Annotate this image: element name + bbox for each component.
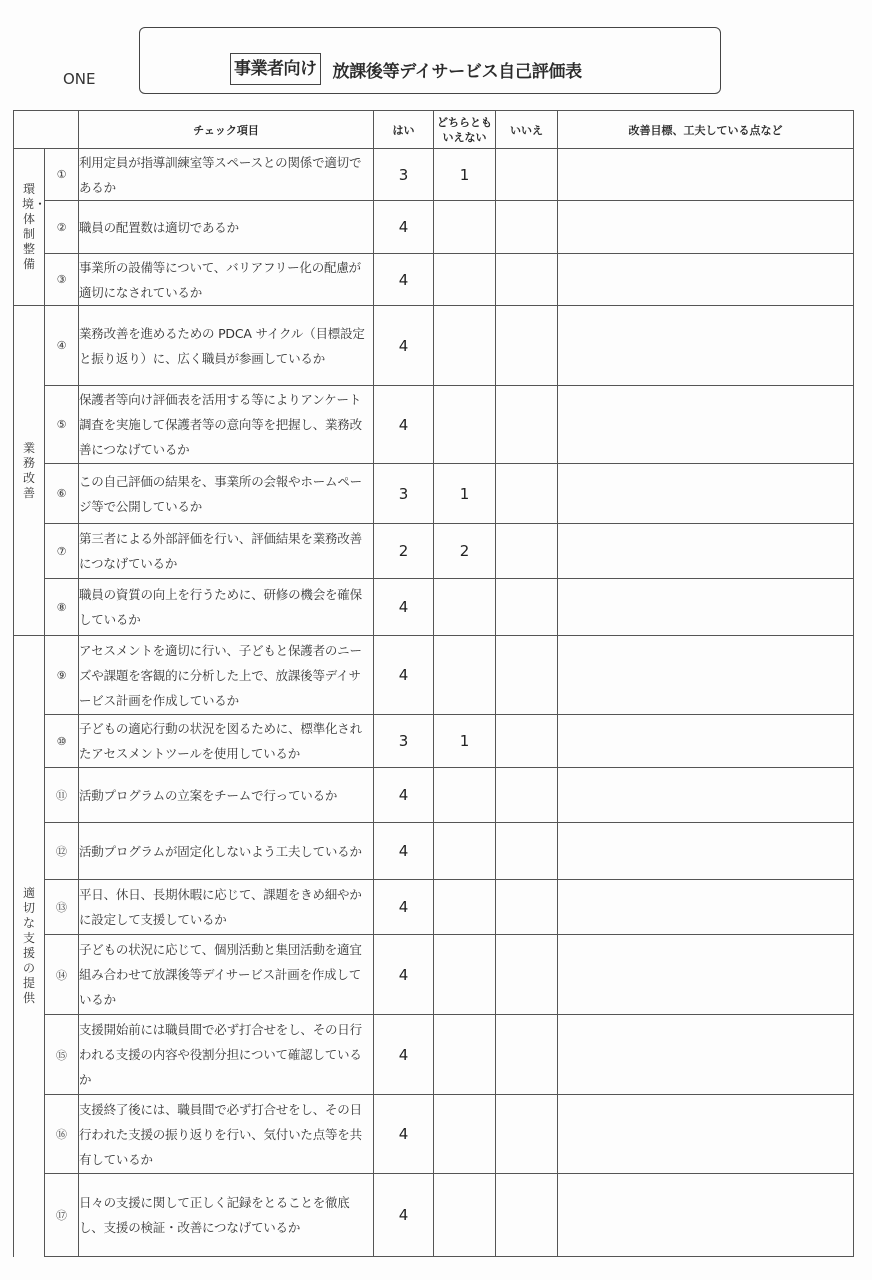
no-count — [496, 823, 558, 880]
table-row — [14, 823, 854, 880]
no-count — [496, 386, 558, 464]
notes-cell — [558, 386, 854, 464]
neither-count: 1 — [434, 715, 496, 768]
item-number: ⑦ — [45, 524, 79, 579]
notes-cell — [558, 1174, 854, 1257]
notes-cell — [558, 636, 854, 715]
neither-count: 1 — [434, 149, 496, 201]
header-yes: はい — [374, 111, 434, 149]
document-title: 放課後等デイサービス自己評価表 — [332, 61, 582, 82]
notes-cell — [558, 823, 854, 880]
audience-tag: 事業者向け — [230, 53, 321, 85]
item-number: ⑥ — [45, 464, 79, 524]
header-no: いいえ — [496, 111, 558, 149]
category-label-cell — [14, 149, 45, 306]
no-count — [496, 579, 558, 636]
notes-cell — [558, 880, 854, 935]
table-row — [14, 201, 854, 254]
item-number: ② — [45, 201, 79, 254]
neither-count: 1 — [434, 464, 496, 524]
table-row — [14, 715, 854, 768]
yes-count: 2 — [374, 524, 434, 579]
notes-cell — [558, 306, 854, 386]
no-count — [496, 524, 558, 579]
check-item-text: 保護者等向け評価表を活用する等によりアンケート調査を実施して保護者等の意向等を把握し、業務改善につなげているか — [79, 386, 374, 464]
table-row — [14, 768, 854, 823]
notes-cell — [558, 149, 854, 201]
check-item-text: 支援終了後には、職員間で必ず打合せをし、その日行われた支援の振り返りを行い、気付いた点等を共有しているか — [79, 1095, 374, 1174]
category-label-cell — [14, 636, 45, 1257]
yes-count: 4 — [374, 935, 434, 1015]
no-count — [496, 636, 558, 715]
no-count — [496, 768, 558, 823]
yes-count: 4 — [374, 201, 434, 254]
table-row — [14, 254, 854, 306]
yes-count: 3 — [374, 464, 434, 524]
check-item-text: 職員の資質の向上を行うために、研修の機会を確保しているか — [79, 579, 374, 636]
notes-cell — [558, 464, 854, 524]
neither-count — [434, 1174, 496, 1257]
no-count — [496, 715, 558, 768]
check-item-text: 事業所の設備等について、バリアフリー化の配慮が適切になされているか — [79, 254, 374, 306]
item-number: ⑤ — [45, 386, 79, 464]
notes-cell — [558, 768, 854, 823]
notes-cell — [558, 201, 854, 254]
notes-cell — [558, 1095, 854, 1174]
item-number: ⑨ — [45, 636, 79, 715]
neither-count: 2 — [434, 524, 496, 579]
no-count — [496, 1015, 558, 1095]
item-number: ⑩ — [45, 715, 79, 768]
yes-count: 4 — [374, 1174, 434, 1257]
yes-count: 4 — [374, 636, 434, 715]
no-count — [496, 464, 558, 524]
title-box — [139, 27, 721, 94]
neither-count — [434, 636, 496, 715]
check-item-text: 第三者による外部評価を行い、評価結果を業務改善につなげているか — [79, 524, 374, 579]
item-number: ④ — [45, 306, 79, 386]
yes-count: 4 — [374, 768, 434, 823]
item-number: ③ — [45, 254, 79, 306]
table-row — [14, 1095, 854, 1174]
header-notes: 改善目標、工夫している点など — [558, 111, 854, 149]
header-neither — [434, 111, 496, 149]
item-number: ⑧ — [45, 579, 79, 636]
table-row — [14, 636, 854, 715]
yes-count: 4 — [374, 823, 434, 880]
neither-count — [434, 579, 496, 636]
yes-count: 4 — [374, 1095, 434, 1174]
category-label-cell — [14, 306, 45, 636]
category-label: 環境・体制整備 — [22, 182, 47, 271]
no-count — [496, 254, 558, 306]
neither-count — [434, 1015, 496, 1095]
item-number: ⑭ — [45, 935, 79, 1015]
check-item-text: この自己評価の結果を、事業所の会報やホームページ等で公開しているか — [79, 464, 374, 524]
yes-count: 4 — [374, 1015, 434, 1095]
check-item-text: 日々の支援に関して正しく記録をとることを徹底し、支援の検証・改善につなげているか — [79, 1174, 374, 1257]
table-row — [14, 935, 854, 1015]
yes-count: 3 — [374, 149, 434, 201]
no-count — [496, 1174, 558, 1257]
header-neither-line1: どちらとも — [437, 115, 492, 129]
item-number: ⑪ — [45, 768, 79, 823]
item-number: ① — [45, 149, 79, 201]
no-count — [496, 935, 558, 1015]
notes-cell — [558, 1015, 854, 1095]
yes-count: 4 — [374, 386, 434, 464]
item-number: ⑫ — [45, 823, 79, 880]
neither-count — [434, 823, 496, 880]
yes-count: 4 — [374, 306, 434, 386]
table-row — [14, 306, 854, 386]
table-row — [14, 524, 854, 579]
table-row — [14, 579, 854, 636]
item-number: ⑯ — [45, 1095, 79, 1174]
table-row — [14, 149, 854, 201]
notes-cell — [558, 715, 854, 768]
check-item-text: 活動プログラムの立案をチームで行っているか — [79, 768, 374, 823]
neither-count — [434, 1095, 496, 1174]
neither-count — [434, 880, 496, 935]
check-item-text: 業務改善を進めるための PDCA サイクル（目標設定と振り返り）に、広く職員が参画しているか — [79, 306, 374, 386]
yes-count: 4 — [374, 579, 434, 636]
check-item-text: 子どもの適応行動の状況を図るために、標準化されたアセスメントツールを使用しているか — [79, 715, 374, 768]
yes-count: 4 — [374, 880, 434, 935]
table-header-row — [14, 111, 854, 149]
yes-count: 3 — [374, 715, 434, 768]
item-number: ⑰ — [45, 1174, 79, 1257]
neither-count — [434, 935, 496, 1015]
item-number: ⑬ — [45, 880, 79, 935]
no-count — [496, 149, 558, 201]
notes-cell — [558, 524, 854, 579]
header-neither-line2: いえない — [442, 130, 487, 144]
notes-cell — [558, 935, 854, 1015]
table-row — [14, 880, 854, 935]
organization-name: ONE — [63, 70, 96, 88]
table-row — [14, 386, 854, 464]
neither-count — [434, 386, 496, 464]
table-row — [14, 1174, 854, 1257]
yes-count: 4 — [374, 254, 434, 306]
no-count — [496, 880, 558, 935]
check-item-text: 支援開始前には職員間で必ず打合せをし、その日行われる支援の内容や役割分担について確認しているか — [79, 1015, 374, 1095]
no-count — [496, 306, 558, 386]
notes-cell — [558, 579, 854, 636]
header-blank-cell — [14, 111, 79, 149]
neither-count — [434, 306, 496, 386]
table-row — [14, 464, 854, 524]
neither-count — [434, 768, 496, 823]
no-count — [496, 201, 558, 254]
self-evaluation-table — [13, 110, 854, 1257]
no-count — [496, 1095, 558, 1174]
check-item-text: 職員の配置数は適切であるか — [79, 201, 374, 254]
page-title — [230, 52, 582, 86]
notes-cell — [558, 254, 854, 306]
table-row — [14, 1015, 854, 1095]
neither-count — [434, 201, 496, 254]
item-number: ⑮ — [45, 1015, 79, 1095]
check-item-text: 子どもの状況に応じて、個別活動と集団活動を適宜組み合わせて放課後等デイサービス計画を作成しているか — [79, 935, 374, 1015]
category-label: 業務改善 — [22, 440, 35, 500]
check-item-text: 利用定員が指導訓練室等スペースとの関係で適切であるか — [79, 149, 374, 201]
check-item-text: アセスメントを適切に行い、子どもと保護者のニーズや課題を客観的に分析した上で、放課後等デイサービス計画を作成しているか — [79, 636, 374, 715]
header-check-item: チェック項目 — [79, 111, 374, 149]
check-item-text: 平日、休日、長期休暇に応じて、課題をきめ細やかに設定して支援しているか — [79, 880, 374, 935]
category-label: 適切な支援の提供 — [22, 886, 35, 1006]
check-item-text: 活動プログラムが固定化しないよう工夫しているか — [79, 823, 374, 880]
neither-count — [434, 254, 496, 306]
